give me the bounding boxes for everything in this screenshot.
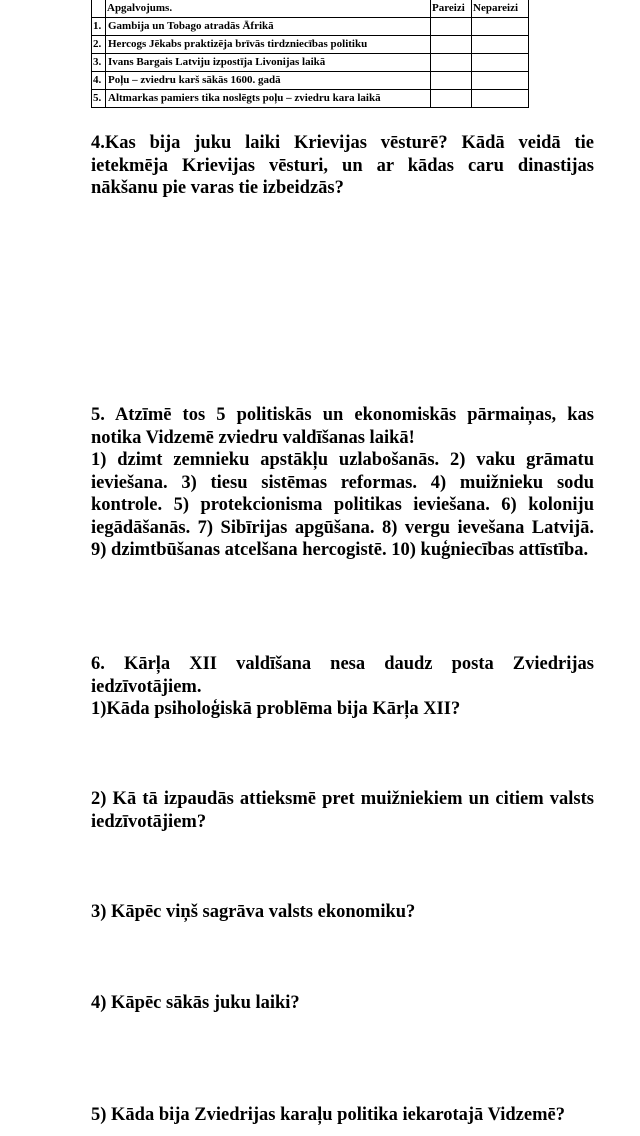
row-statement: Poļu – zviedru karš sākās 1600. gadā [106, 72, 431, 90]
question-6-sub-1: 1)Kāda psiholoģiskā problēma bija Kārļa XII? [91, 699, 461, 719]
question-4-text: 4.Kas bija juku laiki Krievijas vēsturē? Kādā veidā tie ietekmēja Krievijas vēsturi, un ar kādas caru dinastijas nākšanu pie varas tie izbeidzās? [91, 133, 594, 198]
table-header-num [92, 0, 106, 18]
row-nepareizi-cell[interactable] [472, 36, 529, 54]
table-header-row [92, 0, 529, 18]
row-number: 1. [92, 18, 106, 36]
table-header-statement: Apgalvojums. [106, 0, 431, 18]
table-row [92, 18, 529, 36]
table-row [92, 36, 529, 54]
question-6-sub-3: 3) Kāpēc viņš sagrāva valsts ekonomiku? [91, 902, 416, 922]
row-nepareizi-cell[interactable] [472, 72, 529, 90]
question-6-sub-5-block [91, 1104, 594, 1127]
question-6-sub-4-block [91, 992, 594, 1015]
question-6-sub-4: 4) Kāpēc sākās juku laiki? [91, 993, 300, 1013]
row-pareizi-cell[interactable] [431, 36, 472, 54]
row-statement: Gambija un Tobago atradās Āfrikā [106, 18, 431, 36]
question-6-sub-2-block [91, 788, 594, 833]
table-header-pareizi: Pareizi [431, 0, 472, 18]
table-header-nepareizi: Nepareizi [472, 0, 529, 18]
statements-table [91, 0, 529, 108]
question-6 [91, 653, 594, 721]
row-nepareizi-cell[interactable] [472, 90, 529, 108]
row-nepareizi-cell[interactable] [472, 18, 529, 36]
row-pareizi-cell[interactable] [431, 54, 472, 72]
row-pareizi-cell[interactable] [431, 18, 472, 36]
question-6-sub-2: 2) Kā tā izpaudās attieksmē pret muižniekiem un citiem valsts iedzīvotājiem? [91, 789, 594, 832]
question-5-options: 1) dzimt zemnieku apstākļu uzlabošanās. 2) vaku grāmatu ieviešana. 3) tiesu sistēmas reformas. 4) muižnieku sodu kontrole. 5) protekcionisma politikas ieviešana. 6) koloniju iegādāšanās. 7) Sibīrijas apgūšana. 8) vergu ievešana Latvijā. 9) dzimtbūšanas atcelšana hercogistē. 10) kuģniecības attīstība. [91, 450, 594, 560]
question-6-sub-5: 5) Kāda bija Zviedrijas karaļu politika iekarotajā Vidzemē? [91, 1105, 565, 1125]
row-number: 3. [92, 54, 106, 72]
question-5-heading: 5. Atzīmē tos 5 politiskās un ekonomiskās pārmaiņas, kas notika Vidzemē zviedru valdīšanas laikā! [91, 405, 594, 448]
row-number: 5. [92, 90, 106, 108]
row-number: 4. [92, 72, 106, 90]
row-number: 2. [92, 36, 106, 54]
row-nepareizi-cell[interactable] [472, 54, 529, 72]
question-6-sub-3-block [91, 901, 594, 924]
question-5 [91, 404, 594, 562]
table-row [92, 90, 529, 108]
table-row [92, 72, 529, 90]
row-pareizi-cell[interactable] [431, 90, 472, 108]
table-row [92, 54, 529, 72]
row-statement: Ivans Bargais Latviju izpostīja Livonijas laikā [106, 54, 431, 72]
row-pareizi-cell[interactable] [431, 72, 472, 90]
row-statement: Altmarkas pamiers tika noslēgts poļu – zviedru kara laikā [106, 90, 431, 108]
question-4 [91, 132, 594, 200]
row-statement: Hercogs Jēkabs praktizēja brīvās tirdzniecības politiku [106, 36, 431, 54]
question-6-heading: 6. Kārļa XII valdīšana nesa daudz posta Zviedrijas iedzīvotājiem. [91, 654, 594, 697]
